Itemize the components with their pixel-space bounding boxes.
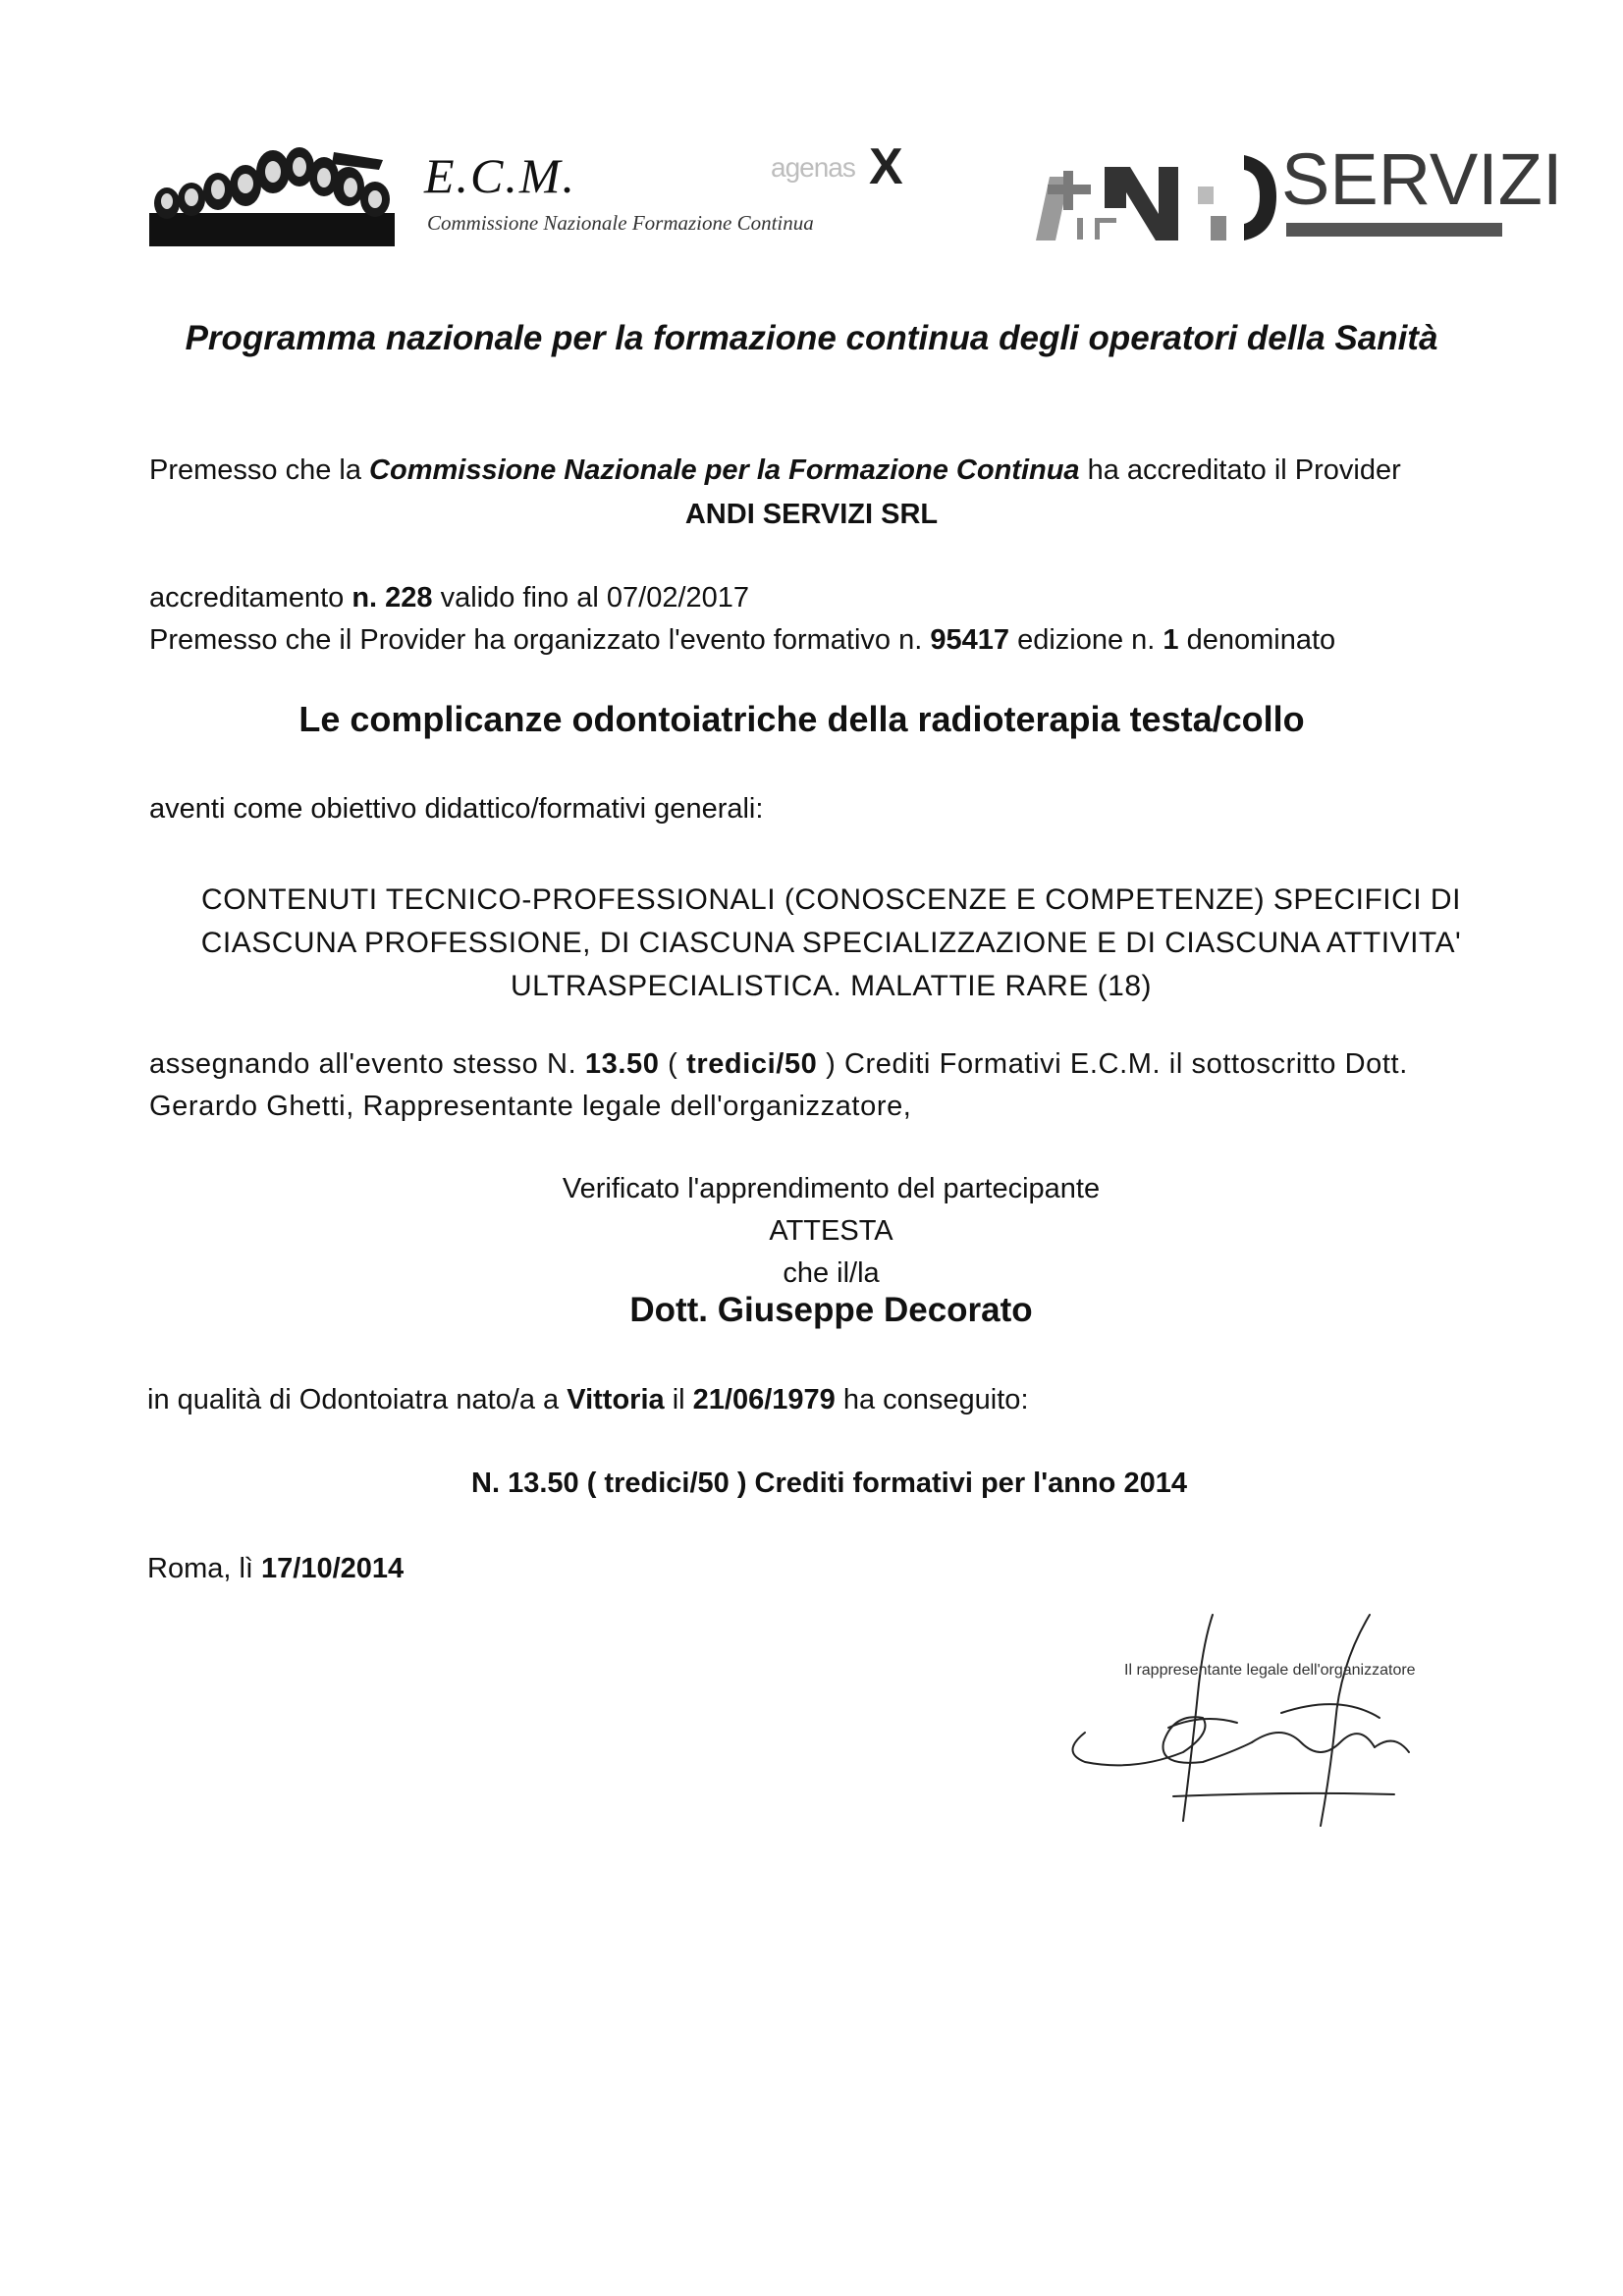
andi-servizi-text: SERVIZI [1281, 138, 1563, 220]
objective-block [20, 879, 1623, 1008]
qualification-line [147, 1384, 1029, 1416]
issue-date: 17/10/2014 [261, 1553, 405, 1584]
objective-line: CONTENUTI TECNICO-PROFESSIONALI (CONOSCENZE E COMPETENZE) SPECIFICI DI [201, 883, 1461, 916]
qualification-suffix: ha conseguito: [835, 1384, 1029, 1415]
premise-prefix: Premesso che la [149, 454, 370, 486]
credits-assign-line [149, 1048, 1408, 1081]
agenas-logo-text: agenas [771, 152, 855, 183]
event-line [149, 624, 1335, 657]
credits-assign-prefix: assegnando all'evento stesso N. [149, 1048, 585, 1080]
credits-number: 13.50 [584, 1048, 660, 1080]
andi-logo-bar [1286, 223, 1502, 237]
accreditation-number: n. 228 [352, 582, 433, 614]
premise-suffix: ha accreditato il Provider [1079, 454, 1401, 486]
objective-line: CIASCUNA PROFESSIONE, DI CIASCUNA SPECIALIZZAZIONE E DI CIASCUNA ATTIVITA' [200, 927, 1462, 959]
place-prefix: Roma, lì [147, 1553, 262, 1584]
che-text: che il/la [783, 1257, 880, 1289]
objective-line: ULTRASPECIALISTICA. MALATTIE RARE (18) [510, 970, 1153, 1002]
birth-date: 21/06/1979 [692, 1384, 836, 1415]
attesta-block [20, 1168, 1623, 1295]
credits-assign-suffix: ) Crediti Formativi E.C.M. il sottoscritto Dott. [817, 1048, 1408, 1080]
edition-text: edizione n. [1009, 624, 1163, 656]
credits-open: ( [659, 1048, 687, 1080]
participant-name: Dott. Giuseppe Decorato [629, 1291, 1033, 1329]
place-date-line [147, 1553, 404, 1585]
signature-label: Il rappresentante legale dell'organizzatore [1124, 1662, 1416, 1679]
ecm-title: E.C.M. [424, 148, 577, 203]
attesta-word: ATTESTA [769, 1215, 893, 1247]
birth-city: Vittoria [567, 1384, 665, 1415]
credits-assign-line2: Gerardo Ghetti, Rappresentante legale dell'organizzatore, [149, 1091, 912, 1122]
event-line-prefix: Premesso che il Provider ha organizzato l'evento formativo n. [149, 624, 931, 656]
verified-text: Verificato l'apprendimento del partecipante [562, 1173, 1101, 1204]
commission-name: Commissione Nazionale per la Formazione Continua [369, 454, 1080, 486]
credits-words: tredici/50 [686, 1048, 818, 1080]
accreditation-line [149, 582, 749, 614]
agenas-logo-mark: X [869, 138, 903, 195]
event-title: Le complicanze odontoiatriche della radioterapia testa/collo [298, 699, 1305, 739]
objective-intro: aventi come obiettivo didattico/formativi generali: [149, 793, 764, 825]
premise-line [149, 454, 1401, 487]
final-credits: N. 13.50 ( tredici/50 ) Crediti formativi per l'anno 2014 [471, 1468, 1187, 1499]
qualification-prefix: in qualità di Odontoiatra nato/a a [147, 1384, 568, 1415]
signature-image [1055, 1605, 1517, 1831]
edition-number: 1 [1163, 624, 1179, 656]
qualification-il: il [664, 1384, 693, 1415]
accreditation-prefix: accreditamento [149, 582, 352, 614]
ecm-subtitle: Commissione Nazionale Formazione Continua [427, 211, 814, 235]
program-title: Programma nazionale per la formazione continua degli operatori della Sanità [185, 319, 1438, 357]
event-number: 95417 [930, 624, 1010, 656]
event-line-suffix: denominato [1178, 624, 1336, 656]
accreditation-valid: valido fino al 07/02/2017 [432, 582, 750, 614]
provider-name: ANDI SERVIZI SRL [684, 499, 939, 530]
